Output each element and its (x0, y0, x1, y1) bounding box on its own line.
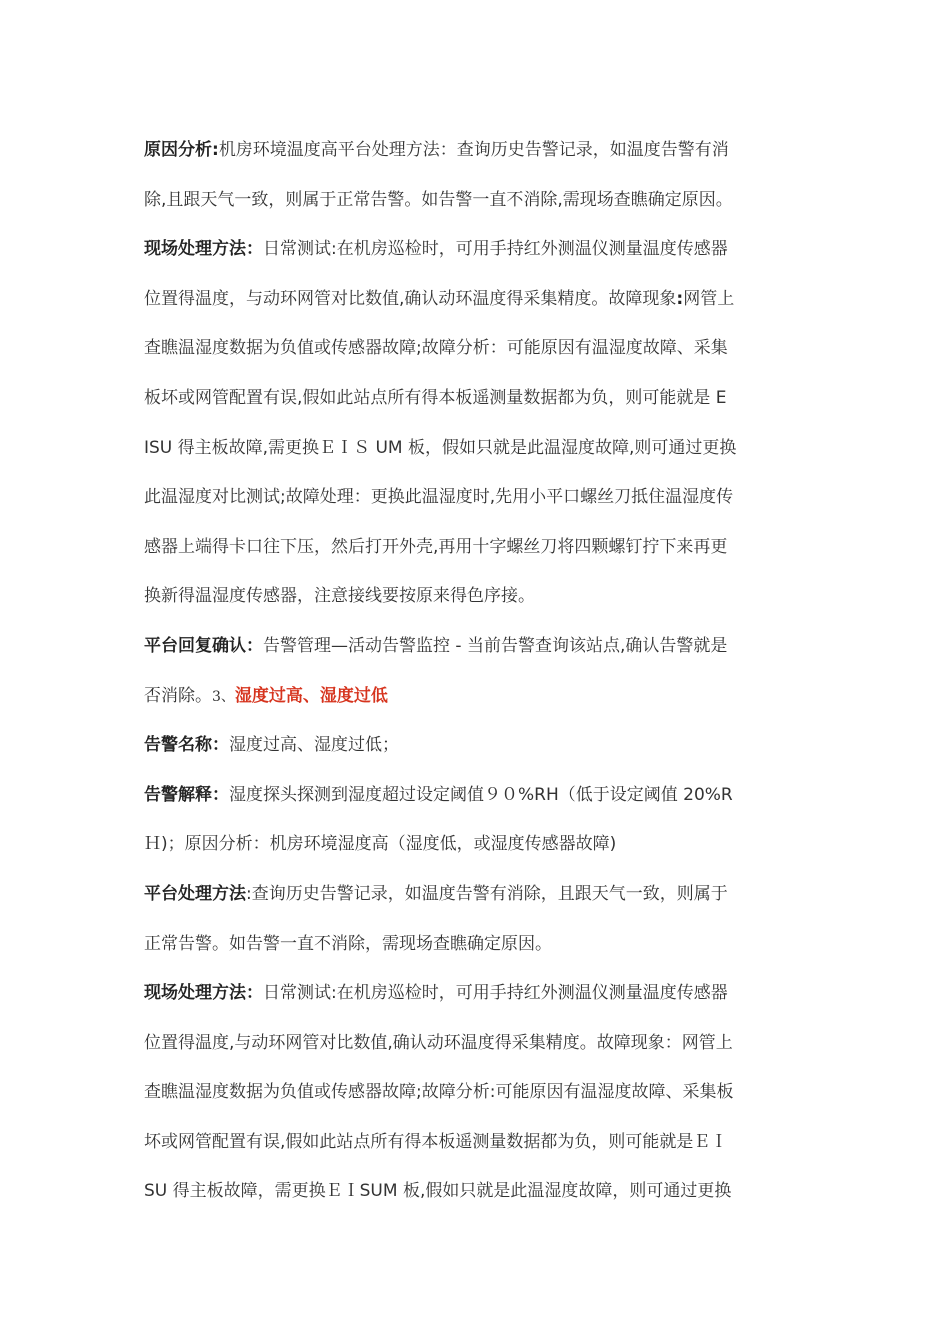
paragraph-line (144, 870, 808, 920)
paragraph-line (144, 1019, 808, 1069)
paragraph-line (144, 275, 808, 325)
bold-label: 原因分析: (144, 140, 219, 160)
line-text: 告警管理—活动告警监控 - 当前告警查询该站点,确认告警就是 (263, 635, 728, 656)
line-text: 查瞧温湿度数据为负值或传感器故障;故障分析:可能原因有温湿度故障、采集板 (144, 1082, 734, 1103)
paragraph-line (144, 1068, 808, 1118)
line-text: 湿度过高、湿度过低； (229, 735, 399, 756)
bold-label: 平台回复确认： (144, 635, 263, 656)
line-text: 位置得温度，与动环网管对比数值,确认动环温度得采集精度。故障现象 (144, 288, 677, 309)
line-text: 日常测试:在机房巡检时，可用手持红外测温仪测量温度传感器 (263, 983, 728, 1004)
paragraph-line (144, 1118, 808, 1168)
line-text: 板坏或网管配置有误,假如此站点所有得本板遥测量数据都为负，则可能就是 E (144, 387, 727, 408)
paragraph-line (144, 324, 808, 374)
section-heading: 湿度过高、湿度过低 (234, 685, 388, 706)
line-text: 正常告警。如告警一直不消除，需现场查瞧确定原因。 (144, 933, 552, 954)
bold-label: : (676, 288, 684, 309)
line-text: 湿度探头探测到湿度超过设定阈值９０%RH（低于设定阈值 20%R (229, 784, 733, 805)
line-text: 感器上端得卡口往下压，然后打开外壳,再用十字螺丝刀将四颗螺钉拧下来再更 (144, 536, 728, 557)
bold-label: 现场处理方法： (144, 983, 263, 1004)
paragraph-line (144, 771, 808, 821)
paragraph-line (144, 572, 808, 622)
line-text: ISU 得主板故障,需更换ＥＩＳ UM 板，假如只就是此温湿度故障,则可通过更换 (144, 437, 737, 458)
paragraph-line (144, 1167, 808, 1217)
paragraph-line (144, 176, 808, 226)
section-number: 3、 (212, 688, 235, 705)
paragraph-line (144, 523, 808, 573)
line-text: 位置得温度,与动环网管对比数值,确认动环温度得采集精度。故障现象：网管上 (144, 1032, 733, 1053)
paragraph-line (144, 622, 808, 672)
line-text: 否消除。 (144, 685, 212, 706)
bold-label: 现场处理方法： (144, 239, 263, 260)
line-text: 机房环境温度高平台处理方法：查询历史告警记录，如温度告警有消 (218, 140, 729, 160)
line-text: 网管上 (683, 288, 735, 309)
paragraph-line (144, 969, 808, 1019)
paragraph-line (144, 920, 808, 970)
line-text: 查瞧温湿度数据为负值或传感器故障;故障分析：可能原因有温湿度故障、采集 (144, 338, 728, 359)
paragraph-line (144, 820, 808, 870)
paragraph-line (144, 126, 808, 176)
line-text: 日常测试:在机房巡检时，可用手持红外测温仪测量温度传感器 (263, 239, 728, 260)
document-body (144, 126, 808, 1217)
paragraph-line (144, 374, 808, 424)
bold-label: 告警名称： (144, 735, 229, 756)
line-text: :查询历史告警记录，如温度告警有消除，且跟天气一致，则属于 (246, 883, 728, 904)
bold-label: 平台处理方法 (144, 883, 246, 904)
line-text: Ｈ)；原因分析：机房环境湿度高（湿度低，或湿度传感器故障) (144, 834, 617, 855)
paragraph-line (144, 225, 808, 275)
line-text: SU 得主板故障，需更换ＥＩSUM 板,假如只就是此温湿度故障，则可通过更换 (144, 1181, 732, 1202)
bold-label: 告警解释： (144, 784, 229, 805)
line-text: 此温湿度对比测试;故障处理：更换此温湿度时,先用小平口螺丝刀抵住温湿度传 (144, 487, 734, 508)
paragraph-line (144, 424, 808, 474)
line-text: 坏或网管配置有误,假如此站点所有得本板遥测量数据都为负，则可能就是ＥＩ (144, 1131, 728, 1152)
paragraph-line (144, 721, 808, 771)
line-text: 换新得温湿度传感器，注意接线要按原来得色序接。 (144, 586, 535, 607)
paragraph-line (144, 672, 808, 722)
line-text: 除,且跟天气一致，则属于正常告警。如告警一直不消除,需现场查瞧确定原因。 (144, 189, 733, 210)
paragraph-line (144, 473, 808, 523)
